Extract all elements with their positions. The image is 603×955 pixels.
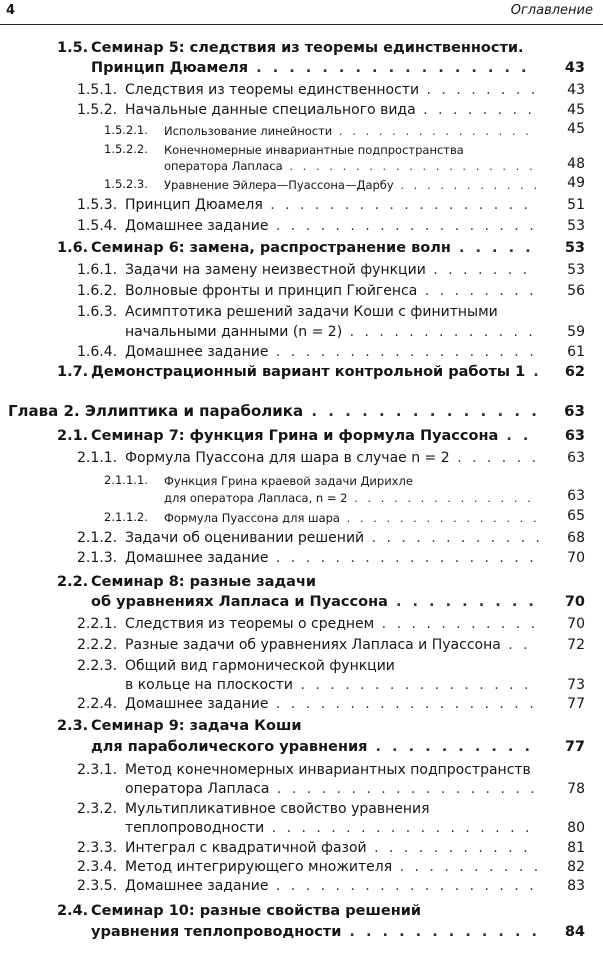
toc-page: 53 [541, 262, 585, 278]
toc-page: 72 [541, 637, 585, 653]
toc-number: 2.3.4. [77, 859, 118, 875]
toc-page: 43 [541, 82, 585, 98]
toc-entry-1-6-3 [77, 304, 585, 324]
toc-entry-2-3-3 [77, 840, 585, 860]
toc-title: для параболического уравнения . . . [91, 739, 539, 755]
toc-entry-2-3-4 [77, 859, 585, 879]
toc-title: для оператора Лапласа, n = 2 . . . [164, 491, 539, 505]
toc-title: Следствия из теоремы единственности . . . [125, 82, 539, 98]
toc-title: Принцип Дюамеля . . . [91, 60, 539, 76]
toc-number: 1.6.1. [77, 262, 118, 278]
page-number: 4 [6, 3, 16, 18]
toc-number: 2.3.5. [77, 878, 118, 894]
toc-title: Семинар 6: замена, распространение волн . . . [91, 240, 539, 256]
toc-number: 1.5.2.2. [104, 142, 148, 156]
toc-title: Семинар 9: задача Коши [91, 718, 302, 734]
toc-page: 82 [541, 859, 585, 875]
toc-page: 70 [541, 550, 585, 566]
toc-entry-2-1-3 [77, 550, 585, 570]
toc-title: Семинар 5: следствия из теоремы единственности. [91, 40, 524, 56]
toc-page: 81 [541, 840, 585, 856]
toc-title: Формула Пуассона для шара . . . [164, 511, 539, 525]
toc-page: 70 [541, 594, 585, 610]
toc-title: Разные задачи об уравнениях Лапласа и Пуассона . . . [125, 637, 539, 653]
toc-entry-1-6 [57, 240, 585, 260]
toc-title: Следствия из теоремы о среднем . . . [125, 616, 539, 632]
toc-title: Семинар 8: разные задачи [91, 574, 317, 590]
toc-entry-2-2-3 [77, 658, 585, 678]
toc-page: 61 [541, 344, 585, 360]
toc-chapter-2 [8, 402, 585, 422]
toc-number: 2.1.1. [77, 450, 118, 466]
toc-entry-2-2-4 [77, 696, 585, 716]
toc-number: 2.1. [57, 428, 89, 444]
toc-number: 2.2. [57, 574, 89, 590]
toc-title: теплопроводности . . . [125, 820, 539, 836]
toc-entry-2-1-2 [77, 530, 585, 550]
toc-entry-2-3-2-cont [125, 820, 585, 840]
toc-number: 1.6. [57, 240, 89, 256]
toc-title: Семинар 10: разные свойства решений [91, 903, 422, 919]
toc-title: Конечномерные инвариантные подпространства [164, 143, 464, 157]
toc-entry-1-6-1 [77, 262, 585, 282]
toc-title: Асимптотика решений задачи Коши с финитными [125, 304, 498, 320]
toc-title: Домашнее задание . . . [125, 218, 539, 234]
toc-entry-1-5-4 [77, 218, 585, 238]
toc-number: 1.5.3. [77, 197, 118, 213]
toc-title: Принцип Дюамеля . . . [125, 197, 539, 213]
toc-page: 78 [541, 781, 585, 797]
toc-entry-1-6-3-cont [125, 324, 585, 344]
toc-title: Использование линейности . . . [164, 124, 539, 138]
toc-title: Демонстрационный вариант контрольной работы 1 . . . [91, 364, 539, 380]
toc-number: 2.1.2. [77, 530, 118, 546]
toc-page: 65 [541, 508, 585, 524]
toc-page: 49 [541, 175, 585, 191]
toc-number: 2.2.1. [77, 616, 118, 632]
toc-page: 68 [541, 530, 585, 546]
toc-title: Задачи об оценивании решений . . . [125, 530, 539, 546]
toc-number: 2.4. [57, 903, 89, 919]
toc-page: 45 [541, 102, 585, 118]
toc-entry-2-4-cont [91, 924, 585, 944]
toc-number: 1.5.2. [77, 102, 118, 118]
toc-title: Уравнение Эйлера—Пуассона—Дарбу . . . [164, 178, 539, 192]
toc-number: 2.2.4. [77, 696, 118, 712]
toc-title: Метод интегрирующего множителя . . . [125, 859, 539, 875]
toc-page: 77 [541, 696, 585, 712]
toc-title: об уравнениях Лапласа и Пуассона . . . [91, 594, 539, 610]
toc-page: 77 [541, 739, 585, 755]
toc-entry-2-1-1-1-cont [164, 490, 585, 510]
toc-entry-2-3-5 [77, 878, 585, 898]
toc-number: 1.6.2. [77, 283, 118, 299]
toc-title: Домашнее задание . . . [125, 696, 539, 712]
running-title: Оглавление [510, 3, 593, 18]
toc-entry-2-2-cont [91, 594, 585, 614]
toc-entry-2-2-3-cont [125, 677, 585, 697]
toc-number: 2.3.2. [77, 801, 118, 817]
toc-entry-1-5-1 [77, 82, 585, 102]
toc-page: 51 [541, 197, 585, 213]
toc-page: 63 [541, 488, 585, 504]
toc-entry-2-2-2 [77, 637, 585, 657]
toc-title: уравнения теплопроводности . . . [91, 924, 539, 940]
toc-title: Задачи на замену неизвестной функции . . . [125, 262, 539, 278]
toc-entry-2-3-1-cont [125, 781, 585, 801]
toc-entry-2-2-1 [77, 616, 585, 636]
toc-title: Функция Грина краевой задачи Дирихле [164, 474, 413, 488]
toc-number: 1.5. [57, 40, 89, 56]
toc-number: 2.1.1.2. [104, 510, 148, 524]
toc-entry-1-5-2-3 [104, 177, 585, 197]
toc-page: 63 [541, 402, 585, 420]
toc-entry-2-1 [57, 428, 585, 448]
toc-title: Формула Пуассона для шара в случае n = 2 . . . [125, 450, 539, 466]
toc-number: 2.1.3. [77, 550, 118, 566]
toc-page: 59 [541, 324, 585, 340]
toc-number: 1.6.4. [77, 344, 118, 360]
toc-title: Начальные данные специального вида . . . [125, 102, 539, 118]
toc-number: 1.6.3. [77, 304, 118, 320]
toc-title: Домашнее задание . . . [125, 878, 539, 894]
toc-page: 45 [541, 121, 585, 137]
toc-entry-1-7 [57, 364, 585, 384]
toc-page: 73 [541, 677, 585, 693]
page-header [0, 0, 603, 25]
toc-entry-1-5 [57, 40, 585, 60]
toc-number: 1.5.4. [77, 218, 118, 234]
toc-title: оператора Лапласа . . . [164, 159, 539, 173]
toc-page: 63 [541, 450, 585, 466]
toc-number: 1.5.1. [77, 82, 118, 98]
toc-title: Домашнее задание . . . [125, 344, 539, 360]
toc-page: 48 [541, 156, 585, 172]
toc-page: 83 [541, 878, 585, 894]
toc-entry-2-1-1-2 [104, 510, 585, 530]
toc-page: 63 [541, 428, 585, 444]
toc-number: 2.3.1. [77, 762, 118, 778]
toc-entry-1-6-4 [77, 344, 585, 364]
toc-title: Глава 2. Эллиптика и параболика . . . [8, 402, 539, 420]
toc-entry-2-4 [57, 903, 585, 923]
toc-page: 53 [541, 240, 585, 256]
toc-entry-1-5-3 [77, 197, 585, 217]
toc-entry-1-6-2 [77, 283, 585, 303]
toc-page: 56 [541, 283, 585, 299]
toc-page: 80 [541, 820, 585, 836]
toc-title: оператора Лапласа . . . [125, 781, 539, 797]
toc-page: 53 [541, 218, 585, 234]
toc-number: 2.3.3. [77, 840, 118, 856]
toc-number: 2.2.3. [77, 658, 118, 674]
toc-title: Мультипликативное свойство уравнения [125, 801, 430, 817]
toc-number: 1.5.2.1. [104, 123, 148, 137]
toc-number: 2.3. [57, 718, 89, 734]
toc-title: Интеграл с квадратичной фазой . . . [125, 840, 539, 856]
toc-page: 70 [541, 616, 585, 632]
toc-title: в кольце на плоскости . . . [125, 677, 539, 693]
toc-number: 2.1.1.1. [104, 473, 148, 487]
toc-entry-2-3-1 [77, 762, 585, 782]
toc-entry-1-5-cont [91, 60, 585, 80]
toc-entry-1-5-2 [77, 102, 585, 122]
toc-page: 62 [541, 364, 585, 380]
toc-page: 43 [541, 60, 585, 76]
toc-entry-1-5-2-2-cont [164, 158, 585, 178]
toc-number: 1.5.2.3. [104, 177, 148, 191]
toc-entry-2-2 [57, 574, 585, 594]
toc-entry-2-3 [57, 718, 585, 738]
toc-title: начальными данными (n = 2) . . . [125, 324, 539, 340]
toc-number: 2.2.2. [77, 637, 118, 653]
toc-entry-1-5-2-1 [104, 123, 585, 143]
toc-page: 84 [541, 924, 585, 940]
toc-title: Общий вид гармонической функции [125, 658, 395, 674]
toc-entry-2-1-1 [77, 450, 585, 470]
toc-title: Волновые фронты и принцип Гюйгенса . . . [125, 283, 539, 299]
toc-title: Домашнее задание . . . [125, 550, 539, 566]
toc-title: Семинар 7: функция Грина и формула Пуассона . . . [91, 428, 539, 444]
toc-title: Метод конечномерных инвариантных подпространств [125, 762, 531, 778]
toc-entry-2-3-cont [91, 739, 585, 759]
toc-number: 1.7. [57, 364, 89, 380]
toc-entry-2-3-2 [77, 801, 585, 821]
